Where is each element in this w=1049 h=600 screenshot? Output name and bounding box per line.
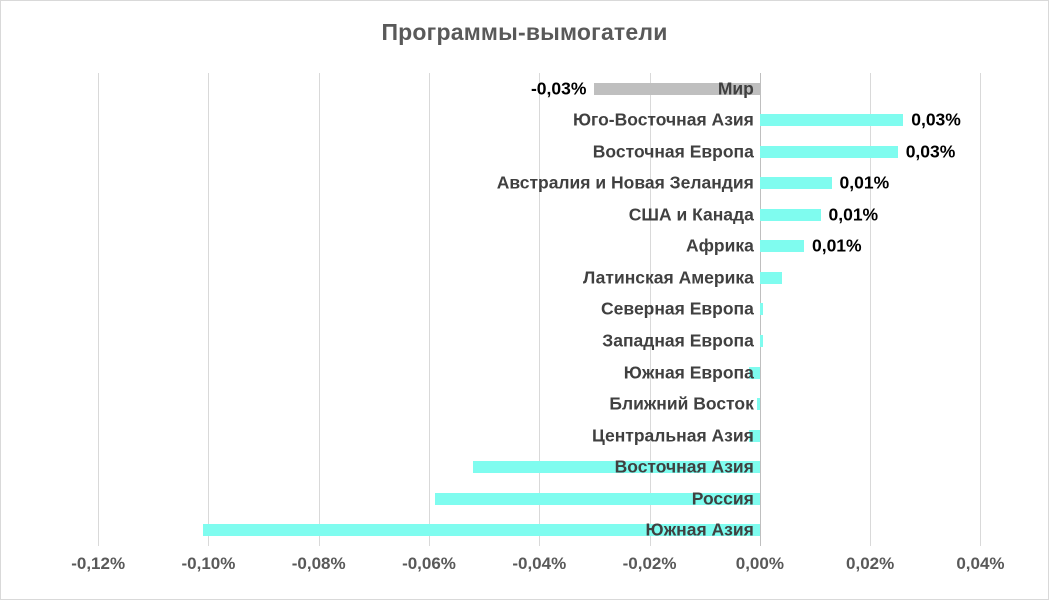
x-tick-label: -0,08% (291, 554, 346, 573)
x-tick-label: -0,02% (622, 554, 677, 573)
category-label: Австралия и Новая Зеландия (496, 172, 754, 193)
bar-row[interactable] (43, 231, 1008, 263)
category-label: Восточная Европа (592, 141, 754, 162)
bar-row[interactable] (43, 325, 1008, 357)
bar-row[interactable] (43, 105, 1008, 137)
category-label: США и Канада (628, 204, 754, 225)
bar[interactable] (757, 398, 760, 410)
category-label: Ближний Восток (609, 393, 754, 414)
bar[interactable] (760, 146, 898, 158)
bar[interactable] (760, 335, 763, 347)
bar-row[interactable] (43, 168, 1008, 200)
category-label: Восточная Азия (614, 456, 754, 477)
bar-row[interactable] (43, 199, 1008, 231)
bar-row[interactable] (43, 388, 1008, 420)
bar[interactable] (760, 209, 821, 221)
x-tick-label: -0,12% (71, 554, 126, 573)
bar[interactable] (760, 177, 832, 189)
bar-row[interactable] (43, 136, 1008, 168)
category-label: Россия (691, 488, 754, 509)
data-label: 0,03% (911, 109, 961, 130)
category-label: Северная Европа (601, 298, 754, 319)
data-label: 0,01% (839, 172, 890, 193)
x-tick-label: -0,06% (402, 554, 456, 573)
bar-row[interactable] (43, 294, 1008, 326)
x-axis-tick-labels (43, 546, 1008, 586)
category-label: Южная Европа (623, 362, 754, 383)
data-label: 0,01% (828, 204, 879, 225)
x-tick-label: -0,10% (181, 554, 236, 573)
category-label: Африка (685, 235, 754, 256)
category-label: Юго-Восточная Азия (572, 109, 754, 130)
chart-title: Программы-вымогатели (381, 19, 668, 45)
x-tick-label: -0,04% (512, 554, 567, 573)
bar-row[interactable] (43, 483, 1008, 515)
bar[interactable] (760, 272, 782, 284)
bar[interactable] (760, 303, 763, 315)
bar-row[interactable] (43, 73, 1008, 105)
data-label: 0,01% (811, 235, 862, 256)
bar[interactable] (760, 240, 804, 252)
category-label: Мир (717, 78, 754, 99)
x-tick-label: 0,00% (735, 554, 784, 573)
bar-series (43, 73, 1008, 546)
plot-area (43, 73, 1008, 546)
category-label: Центральная Азия (592, 425, 754, 446)
category-label: Западная Европа (602, 330, 754, 351)
bar-row[interactable] (43, 357, 1008, 389)
x-tick-label: 0,02% (846, 554, 895, 573)
bar-row[interactable] (43, 420, 1008, 452)
bar-row[interactable] (43, 262, 1008, 294)
data-label: -0,03% (530, 78, 587, 99)
category-label: Латинская Америка (582, 267, 754, 288)
x-tick-label: 0,04% (956, 554, 1005, 573)
data-label: 0,03% (905, 141, 956, 162)
category-label: Южная Азия (645, 519, 754, 540)
bar-row[interactable] (43, 451, 1008, 483)
bar[interactable] (760, 114, 903, 126)
bar-row[interactable] (43, 514, 1008, 546)
